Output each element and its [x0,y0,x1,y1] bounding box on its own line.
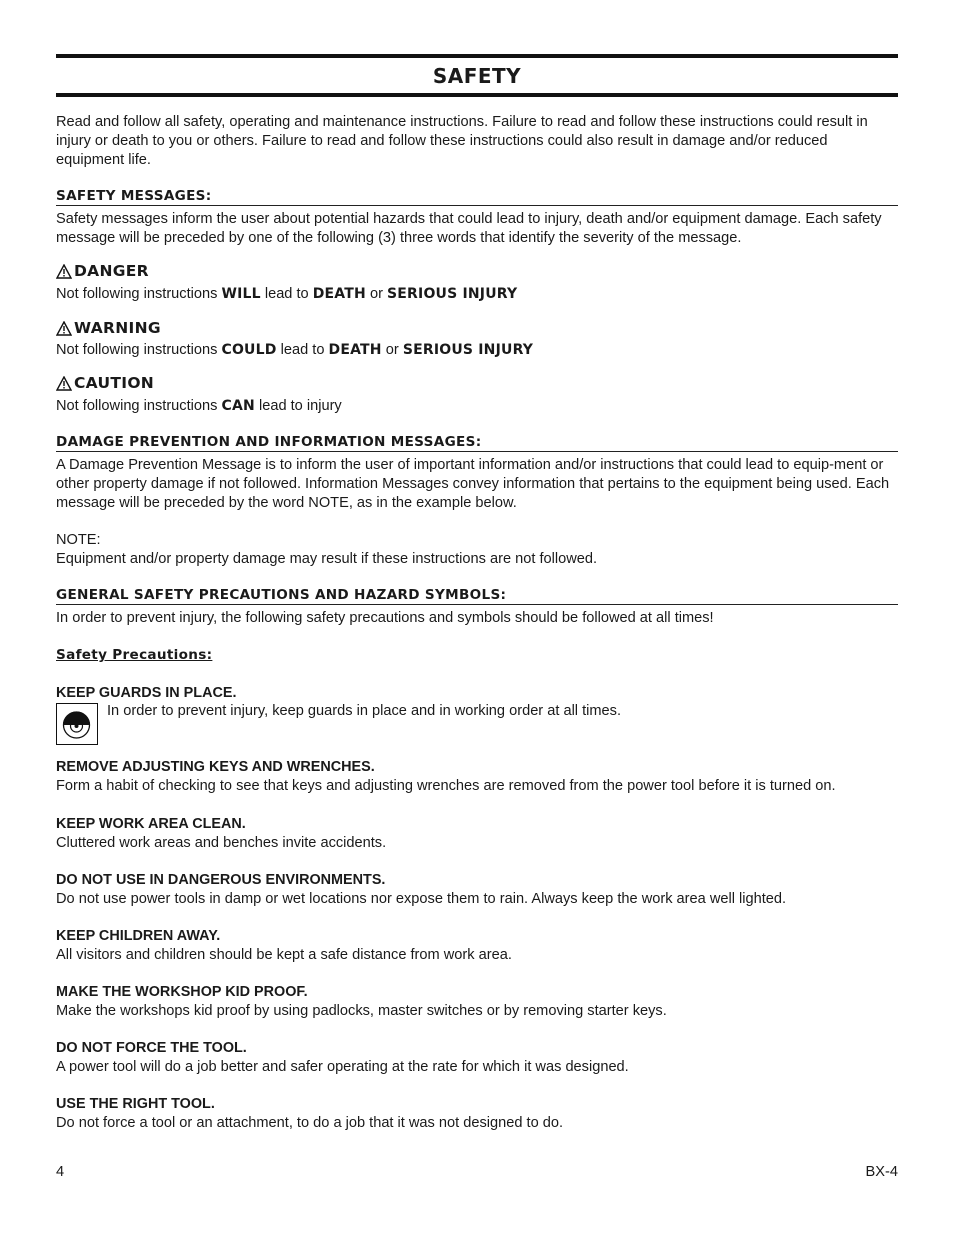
precaution-text: Cluttered work areas and benches invite accidents. [56,835,387,851]
keyword-could: COULD [221,342,277,358]
warning-triangle-icon [56,376,72,391]
precaution-text: A power tool will do a job better and safer operating at the rate for which it was designed. [56,1059,629,1075]
keyword-will: WILL [221,286,261,302]
signal-caution-text [56,397,898,416]
precaution-text: Make the workshops kid proof by using padlocks, master switches or by removing starter keys. [56,1003,667,1019]
precaution-item [56,758,898,796]
signal-text-mid: lead to injury [254,398,342,414]
signal-danger [56,262,149,280]
keyword-serious-injury: SERIOUS INJURY [402,342,534,358]
precaution-title: USE THE RIGHT TOOL. [56,1096,215,1112]
precaution-text: All visitors and children should be kept a safe distance from work area. [56,947,512,963]
precaution-item [56,815,898,853]
precaution-item [56,1039,898,1077]
precaution-title: DO NOT USE IN DANGEROUS ENVIRONMENTS. [56,872,386,888]
signal-word-caution: CAUTION [74,374,155,392]
precaution-text-block [107,702,897,721]
signal-warning [56,319,161,337]
intro-text: Read and follow all safety, operating and maintenance instructions. Failure to read and follow these instructions could result in injury or death to you or others. Failure to read and follow these instructions could also result in damage and/or reduced equipment life. [56,114,868,168]
note-label: NOTE: [56,532,101,548]
keyword-can: CAN [221,398,255,414]
signal-word-danger: DANGER [74,262,149,280]
precaution-title: KEEP GUARDS IN PLACE. [56,685,237,701]
note-text: Equipment and/or property damage may result if these instructions are not followed. [56,551,598,567]
signal-text-pre: Not following instructions [56,342,222,358]
signal-word-warning: WARNING [74,319,161,337]
safety-messages-body [56,210,898,248]
header-rule-bottom [56,93,898,97]
precaution-text: Do not force a tool or an attachment, to do a job that it was not designed to do. [56,1115,564,1131]
keyword-death: DEATH [328,342,382,358]
precaution-title: KEEP CHILDREN AWAY. [56,928,221,944]
signal-caution [56,374,154,392]
section-heading-general-safety: GENERAL SAFETY PRECAUTIONS AND HAZARD SYMBOLS: [56,587,898,605]
precaution-item [56,927,898,965]
precaution-item [56,684,898,703]
keyword-death: DEATH [312,286,366,302]
precaution-item [56,1095,898,1133]
section-heading-safety-messages: SAFETY MESSAGES: [56,188,898,206]
note-block [56,531,898,569]
precaution-item [56,871,898,909]
section-heading-damage-prevention: DAMAGE PREVENTION AND INFORMATION MESSAGES: [56,434,898,452]
signal-text-pre: Not following instructions [56,286,222,302]
signal-warning-text [56,341,898,360]
signal-text-pre: Not following instructions [56,398,222,414]
page-number: 4 [56,1164,65,1180]
signal-text-mid: lead to [260,286,313,302]
precaution-text: Do not use power tools in damp or wet locations nor expose them to rain. Always keep the work area well lighted. [56,891,787,907]
damage-body [56,456,898,513]
saw-guard-icon [56,703,98,745]
precaution-text: Form a habit of checking to see that keys and adjusting wrenches are removed from the power tool before it is turned on. [56,778,836,794]
precaution-title: DO NOT FORCE THE TOOL. [56,1040,247,1056]
precaution-text: In order to prevent injury, keep guards in place and in working order at all times. [107,703,622,719]
general-body [56,609,898,628]
precaution-title: MAKE THE WORKSHOP KID PROOF. [56,984,308,1000]
signal-text-or: or [381,342,403,358]
safety-messages-text: Safety messages inform the user about potential hazards that could lead to injury, death and/or equipment damage. Each safety message will be preceded by one of the following (3) three words that identify the severity of the message. [56,211,882,246]
precaution-item [56,983,898,1021]
damage-text: A Damage Prevention Message is to inform the user of important information and/or instructions that could lead to equip-ment or other property damage if not followed. Information Messages convey information that pertains to the equipment being used. Each message will be preceded by the word NOTE, as in the example below. [56,457,890,511]
precaution-title: KEEP WORK AREA CLEAN. [56,816,246,832]
precaution-title: REMOVE ADJUSTING KEYS AND WRENCHES. [56,759,375,775]
general-text: In order to prevent injury, the following safety precautions and symbols should be followed at all times! [56,610,714,626]
signal-danger-text [56,285,898,304]
warning-triangle-icon [56,321,72,336]
model-code: BX-4 [865,1164,898,1180]
intro-paragraph [56,113,898,170]
keyword-serious-injury: SERIOUS INJURY [387,286,518,302]
page-title: SAFETY [432,64,522,88]
subheading-safety-precautions: Safety Precautions: [56,647,213,663]
signal-text-mid: lead to [276,342,329,358]
saw-guard-icon-graphic [57,704,96,743]
header-rule-top [56,54,898,58]
signal-text-or: or [365,286,388,302]
warning-triangle-icon [56,264,72,279]
